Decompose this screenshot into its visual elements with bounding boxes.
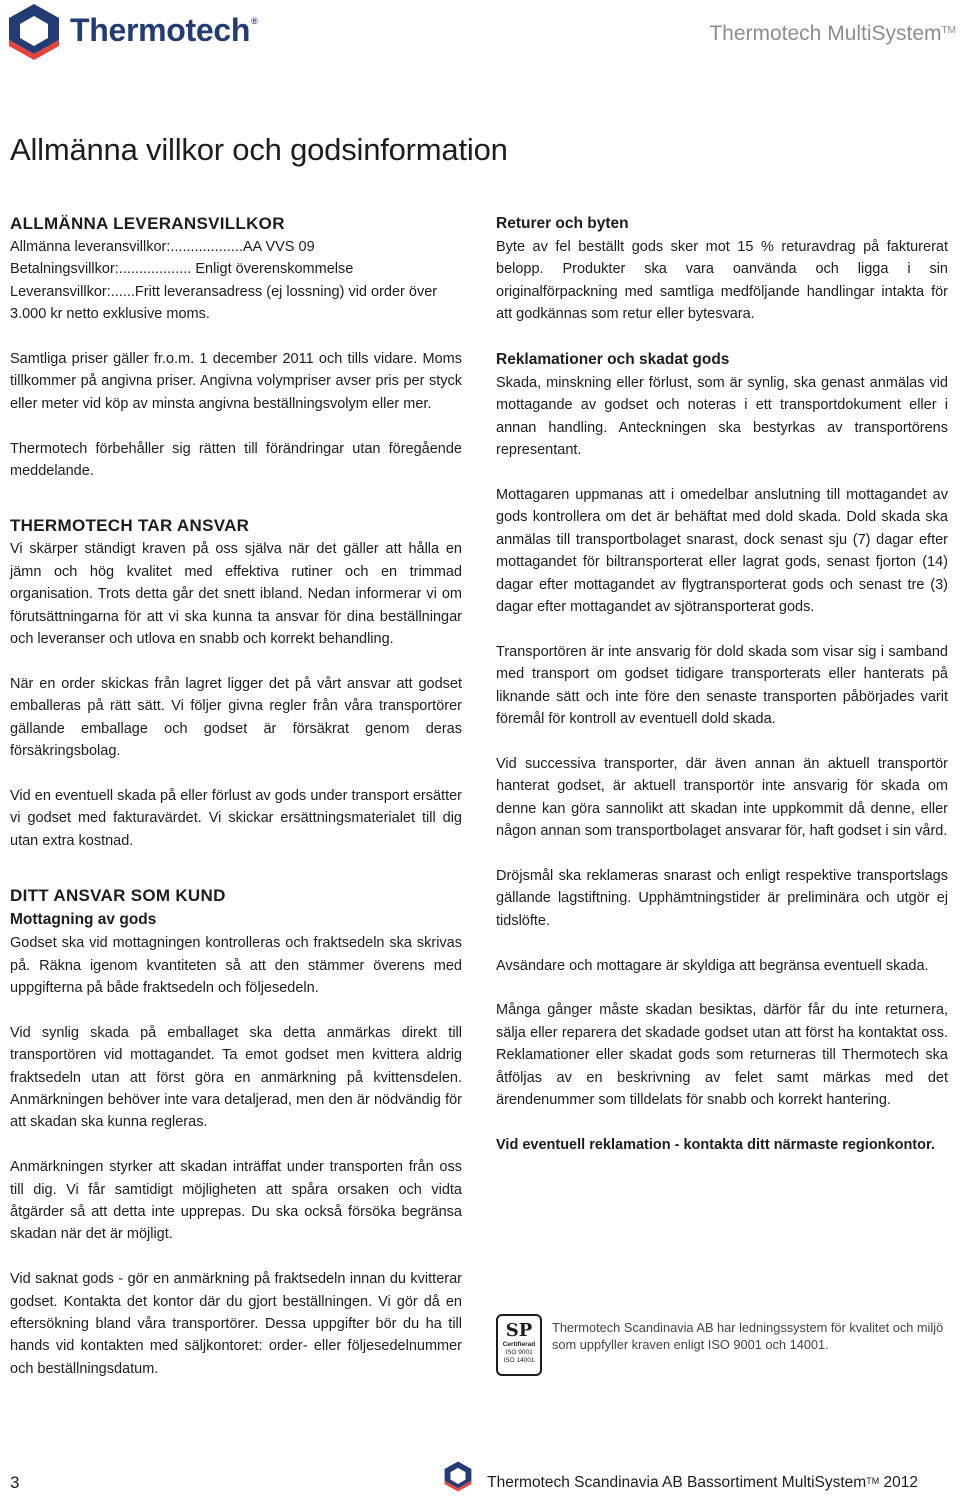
trademark: TM <box>941 25 956 36</box>
footer-text: Thermotech Scandinavia AB Bassortiment MultiSystem™ 2012 <box>487 1474 918 1491</box>
brand-name: Thermotech® <box>70 12 258 48</box>
mottagning-paragraph: Godset ska vid mottagningen kontrolleras och fraktsedeln ska skrivas på. Räkna igenom kvantiteten så att den stämmer överens med uppgifterna på både fraktsedeln och följesedeln. <box>10 935 462 996</box>
mottagning-paragraph: Anmärkningen styrker att skadan inträffat under transporten från oss till dig. Vi får samtidigt möjligheten att spåra orsaken och vidta åtgärder så att detta inte upprepas. Du ska också försöka begränsa skadan när det är möjligt. <box>10 1159 462 1243</box>
reklamation-paragraph: Många gånger måste skadan besiktas, därför får du inte returnera, sälja eller reparera det skadade godset utan att först ha kontaktat oss. Reklamationer eller skadat gods som returneras till Thermotech ska åtföljas av en beskrivning av felet samt märkas med det ärendenummer som tilldelats för snabb och korrekt hantering. <box>496 1002 948 1108</box>
reklamation-paragraph: Dröjsmål ska reklameras snarast och enligt respektive transportslags gällande lagstiftning. Upphämtningstider är preliminära och utgör ej tidslöfte. <box>496 867 948 929</box>
priser-text: Samtliga priser gäller fr.o.m. 1 december 2011 och tills vidare. Moms tillkommer på angivna priser. Angivna volympriser avser pris per styck eller meter vid köp av minsta angivna beställningsvolym eller mer. <box>10 351 462 412</box>
reklamation-paragraph: Skada, minskning eller förlust, som är synlig, ska genast anmälas vid mottagande av godset och noteras i ett transportdokument eller i annan handling. Anteckningen ska bestyrkas av transportörens representant. <box>496 375 948 459</box>
reklamation-paragraph: Avsändare och mottagare är skyldiga att begränsa eventuell skada. <box>496 957 929 974</box>
thermotech-logo-icon <box>6 2 62 64</box>
page-number: 3 <box>10 1473 20 1492</box>
right-column <box>496 212 948 1156</box>
mottagning-paragraph: Vid saknat gods - gör en anmärkning på fraktsedeln innan du kvitterar godset. Kontakta det kontor där du gjort beställningen. Vi gör då en eftersökning bland våra transportörer. Dessa uppgifter bör du ha till hands vid kontakten med säljkontoret: order- eller följesedelnummer och beställningsdatum. <box>10 1271 462 1377</box>
sp-logo: SP <box>505 1320 533 1341</box>
section-heading-kund: DITT ANSVAR SOM KUND <box>10 886 226 906</box>
subheading-reklamation: Reklamationer och skadat gods <box>496 351 730 369</box>
returer-text: Byte av fel beställt gods sker mot 15 % returavdrag på fakturerat belopp. Produkter ska vara oanvända och ligga i sin originalförpackning med samtliga medföljande handlingar intakta för att godkännas som retur eller bytesvara. <box>496 239 948 323</box>
subheading-mottagning: Mottagning av gods <box>10 911 157 929</box>
certification-text: Thermotech Scandinavia AB har ledningssystem för kvalitet och miljö som uppfyller kraven enligt ISO 9001 och 14001. <box>552 1320 944 1352</box>
section-heading-leverans: ALLMÄNNA LEVERANSVILLKOR <box>10 214 285 233</box>
ansvar-paragraph: När en order skickas från lagret ligger det på vårt ansvar att godset emballeras på rätt sätt. Vi följer givna regler från våra transportörer gällande emballage och godset är försäkrat genom deras försäkringsbolag. <box>10 675 462 760</box>
registered-mark: ® <box>251 16 258 26</box>
brand-logo <box>6 2 276 66</box>
forbehall-text: Thermotech förbehåller sig rätten till förändringar utan föregående meddelande. <box>10 440 462 480</box>
subheading-returer: Returer och byten <box>496 215 629 232</box>
iso-9001-label: ISO 9001 <box>505 1349 533 1356</box>
reklamation-note: Vid eventuell reklamation - kontakta ditt närmaste regionkontor. <box>496 1136 935 1153</box>
certified-label: Certifierad <box>502 1341 536 1348</box>
ansvar-paragraph: Vi skärper ständigt kraven på oss själva när det gäller att hålla en jämn och hög kvalitet med effektiva rutiner och en trimmad organisation. Trots detta går det snett ibland. Nedan informerar vi om förutsättningarna för att vi ska kunna ta ansvar för dina beställningar och leveranser och utlova en snabb och korrekt behandling. <box>10 541 462 648</box>
ansvar-paragraph: Vid en eventuell skada på eller förlust av gods under transport ersätter vi godset med fakturavärdet. Vi skickar ersättningsmaterialet till dig utan extra kostnad. <box>10 787 462 849</box>
reklamation-paragraph: Transportören är inte ansvarig för dold skada som visar sig i samband med transport om godset tidigare transporterats eller hanterats på liknande sätt och inte före den senaste transporten påbörjades varit föremål för kontroll av eventuell dold skada. <box>496 643 948 728</box>
mottagning-paragraph: Vid synlig skada på emballaget ska detta anmärkas direkt till transportören vid mottagandet. Ta emot godset men kvittera aldrig fraktsedeln utan att först göra en anmärkning på kvittensdelen. Anmärkningen behöver inte vara detaljerad, men den är nödvändig för att skadan ska kunna regleras. <box>10 1024 462 1131</box>
iso-14001-label: ISO 14001 <box>503 1356 535 1364</box>
left-column <box>10 212 462 1380</box>
thermotech-logo-icon <box>443 1460 473 1494</box>
page-title: Allmänna villkor och godsinformation <box>10 132 508 167</box>
section-heading-ansvar: THERMOTECH TAR ANSVAR <box>10 516 250 536</box>
certification-block <box>496 1314 956 1384</box>
trademark: TM <box>866 1476 880 1486</box>
reklamation-paragraph: Mottagaren uppmanas att i omedelbar anslutning till mottagandet av gods kontrollera om det är behäftat med dold skada. Dold skada ska anmälas till transportbolaget snarast, dock senast sju (7) dagar efter mottagandet för biltransporterat eller lagrat gods, senast fjorton (14) dagar efter mottagandet av flygtransporterat gods och senast tre (3) dagar efter mottagandet av sjötransporterat gods. <box>496 487 948 616</box>
system-name: Thermotech MultiSystem™ <box>709 22 956 45</box>
reklamation-paragraph: Vid successiva transporter, där även annan än aktuell transportör hanterat godset, är aktuell transportör inte ansvarig för skada om denne kan göra sannolikt att skadan inte uppkommit då denne, eller någon annan som transportbolaget ansvarar för, haft godset i sin vård. <box>496 755 948 840</box>
sp-certified-badge <box>496 1314 542 1376</box>
leverans-text: Allmänna leveransvillkor:..................AA VVS 09 Betalningsvillkor:.................. Enligt överenskommelse Leveransvillkor:......Fritt leveransadress (ej lossning) vid order över 3.000 kr netto exklusive moms. <box>10 239 438 323</box>
